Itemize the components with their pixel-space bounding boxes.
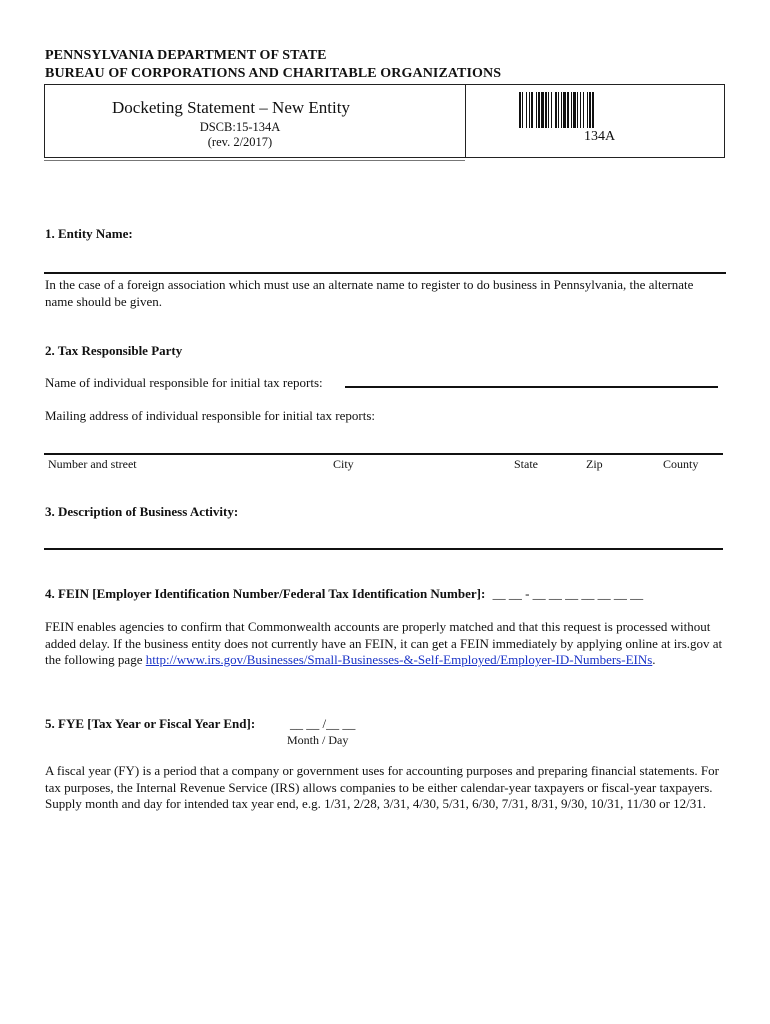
fiscal-year-explanation: A fiscal year (FY) is a period that a company or government uses for accounting purposes and preparing financial statements. For tax purposes, the Internal Revenue Service (IRS) allows companies to be either calendar-year taxpayers or fiscal-year taxpayers. Supply month and day for intended tax year end, e.g. 1/31, 2/28, 3/31, 4/30, 5/31, 6/30, 7/31, 8/31, 9/30, 10/31, 11/30 or 12/31. [45,763,719,811]
form-number: 134A [584,129,616,144]
address-street-label: Number and street [48,457,137,471]
fein-explanation-text: FEIN enables agencies to confirm that Commonwealth accounts are properly matched and that this request is processed without added delay. If the business entity does not currently have an FEIN, it can get a FEIN immediately by applying online at irs.gov at the following page [45,619,723,667]
form-code-block [185,120,295,150]
barcode-image [519,92,679,128]
fye-hint: Month / Day [287,733,349,747]
fein-row [45,586,643,602]
entity-name-field[interactable] [44,272,726,274]
fein-label: 4. FEIN [Employer Identification Number/Federal Tax Identification Number]: [45,586,486,601]
fein-explanation [45,619,725,669]
title-box-divider [465,84,466,158]
tax-party-name-prompt: Name of individual responsible for initial tax reports: [45,375,323,390]
fein-input[interactable]: __ __ - __ __ __ __ __ __ __ [492,586,644,601]
tax-party-name-field[interactable] [345,386,718,388]
agency-name: PENNSYLVANIA DEPARTMENT OF STATE [45,48,327,63]
form-revision: (rev. 2/2017) [207,135,273,149]
entity-name-label: 1. Entity Name: [45,226,133,241]
bureau-name: BUREAU OF CORPORATIONS AND CHARITABLE ORGANIZATIONS [45,66,502,81]
form-title: Docketing Statement – New Entity [112,98,350,117]
fye-input[interactable]: __ __ /__ __ [290,716,356,731]
fye-label: 5. FYE [Tax Year or Fiscal Year End]: [45,716,256,731]
business-activity-label: 3. Description of Business Activity: [45,504,239,519]
address-zip-label: Zip [586,457,603,471]
mailing-address-field[interactable] [44,453,723,455]
form-code: DSCB:15-134A [199,120,281,134]
irs-ein-link[interactable]: http://www.irs.gov/Businesses/Small-Businesses-&-Self-Employed/Employer-ID-Numbers-EINs [145,652,653,667]
title-box-underline [44,160,465,161]
business-activity-field[interactable] [44,548,723,550]
address-city-label: City [333,457,354,471]
fein-explanation-end: . [652,652,656,667]
alternate-name-note: In the case of a foreign association which must use an alternate name to register to do business in Pennsylvania, the alternate name should be given. [45,277,694,309]
tax-party-address-prompt: Mailing address of individual responsible for initial tax reports: [45,408,375,423]
address-state-label: State [514,457,538,471]
tax-party-label: 2. Tax Responsible Party [45,343,183,358]
address-county-label: County [663,457,699,471]
